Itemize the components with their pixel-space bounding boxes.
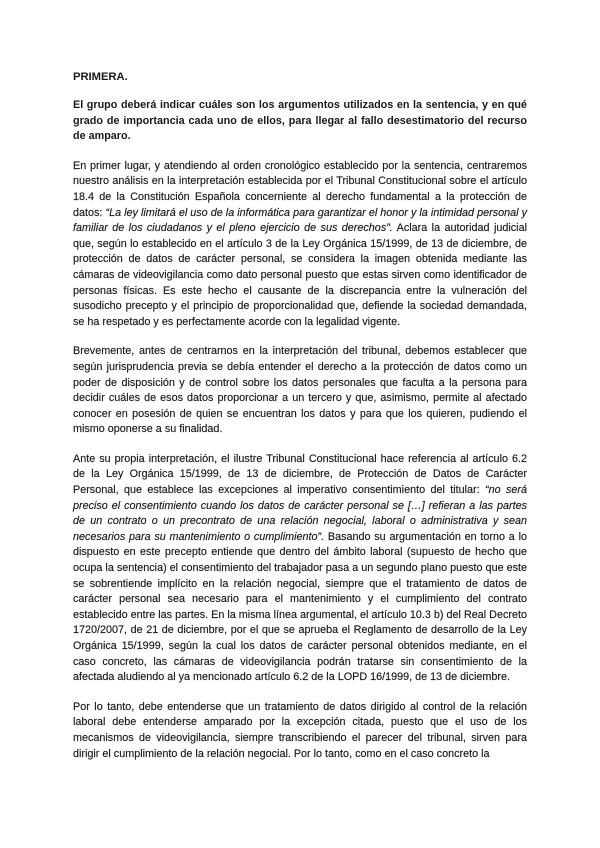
paragraph-3 [73,452,527,686]
paragraph-1-text-b: Aclara la autoridad judicial que, según lo establecido en el artículo 3 de la Ley Orgánica 15/1999, de 13 de diciembre, de protección de datos de carácter personal, se considera la imagen obtenida mediante las cámaras de videovigilancia como dato personal puesto que estas sirven como identificador de personas físicas. Es este hecho el causante de la discrepancia entre la vulneración del susodicho precepto y el principio de proporcionalidad que, defiende la sociedad demandada, se ha respetado y es perfectamente acorde con la legalidad vigente. [73,222,527,328]
section-heading: PRIMERA. [73,71,128,83]
document-page [73,70,527,776]
constitution-quote: “La ley limitará el uso de la informática para garantizar el honor y la intimidad personal y familiar de los ciudadanos y el pleno ejercicio de sus derechos”. [73,206,527,235]
paragraph-1 [73,159,527,331]
lopd-quote: “no será preciso el consentimiento cuando los datos de carácter personal se […] refieran a las partes de un contrato o un precontrato de una relación negocial, laboral o administrativa y sean necesarios para su mantenimiento o cumplimiento”. [73,484,527,543]
paragraph-1-text-a: En primer lugar, y atendiendo al orden cronológico establecido por la sentencia, centraremos nuestro análisis en la interpretación establecida por el Tribunal Constitucional sobre el artículo 18.4 de la Constitución Española concerniente al derecho fundamental a la protección de datos: [73,159,527,219]
paragraph-3-text-a: Ante su propia interpretación, el ilustre Tribunal Constitucional hace referencia al artículo 6.2 de la Ley Orgánica 15/1999, de 13 de diciembre, de Protección de Datos de Carácter Personal, que establece las excepciones al imperativo consentimiento del titular: [73,452,527,497]
paragraph-3-text-b: Basando su argumentación en torno a lo dispuesto en este precepto entiende que dentro del ámbito laboral (supuesto de hecho que ocupa la sentencia) el consentimiento del trabajador pasa a un segundo plano puesto que este se sobrentiende implícito en la relación negocial, siempre que el tratamiento de datos de carácter personal sea necesario para el mantenimiento y el cumplimiento del contrato establecido entre las partes. En la misma línea argumental, el artículo 10.3 b) del Real Decreto 1720/2007, de 21 de diciembre, por el que se aprueba el Reglamento de desarrollo de la Ley Orgánica 15/1999, según la cual los datos de carácter personal obtenidos mediante, en el caso concreto, las cámaras de videovigilancia podrán tratarse sin consentimiento de la afectada aludiendo al ya mencionado artículo 6.2 de la LOPD 16/1999, de 13 de diciembre. [73,530,527,684]
paragraph-2: Brevemente, antes de centrarnos en la interpretación del tribunal, debemos establecer que según jurisprudencia previa se debía entender el derecho a la protección de datos como un poder de disposición y de control sobre los datos personales que faculta a la persona para decidir cuáles de esos datos proporcionar a un tercero y que, asimismo, permite al afectado conocer en posesión de quien se encuentran los datos y para que los quieren, pudiendo el mismo oponerse a su finalidad. [73,345,527,436]
question-paragraph: El grupo deberá indicar cuáles son los argumentos utilizados en la sentencia, y en qué grado de importancia cada uno de ellos, para llegar al fallo desestimatorio del recurso de amparo. [73,99,527,143]
paragraph-4: Por lo tanto, debe entenderse que un tratamiento de datos dirigido al control de la relación laboral debe entenderse amparado por la excepción citada, puesto que el uso de los mecanismos de videovigilancia, siempre transcribiendo el parecer del tribunal, sirven para dirigir el cumplimiento de la relación negocial. Por lo tanto, como en el caso concreto la [73,700,527,760]
